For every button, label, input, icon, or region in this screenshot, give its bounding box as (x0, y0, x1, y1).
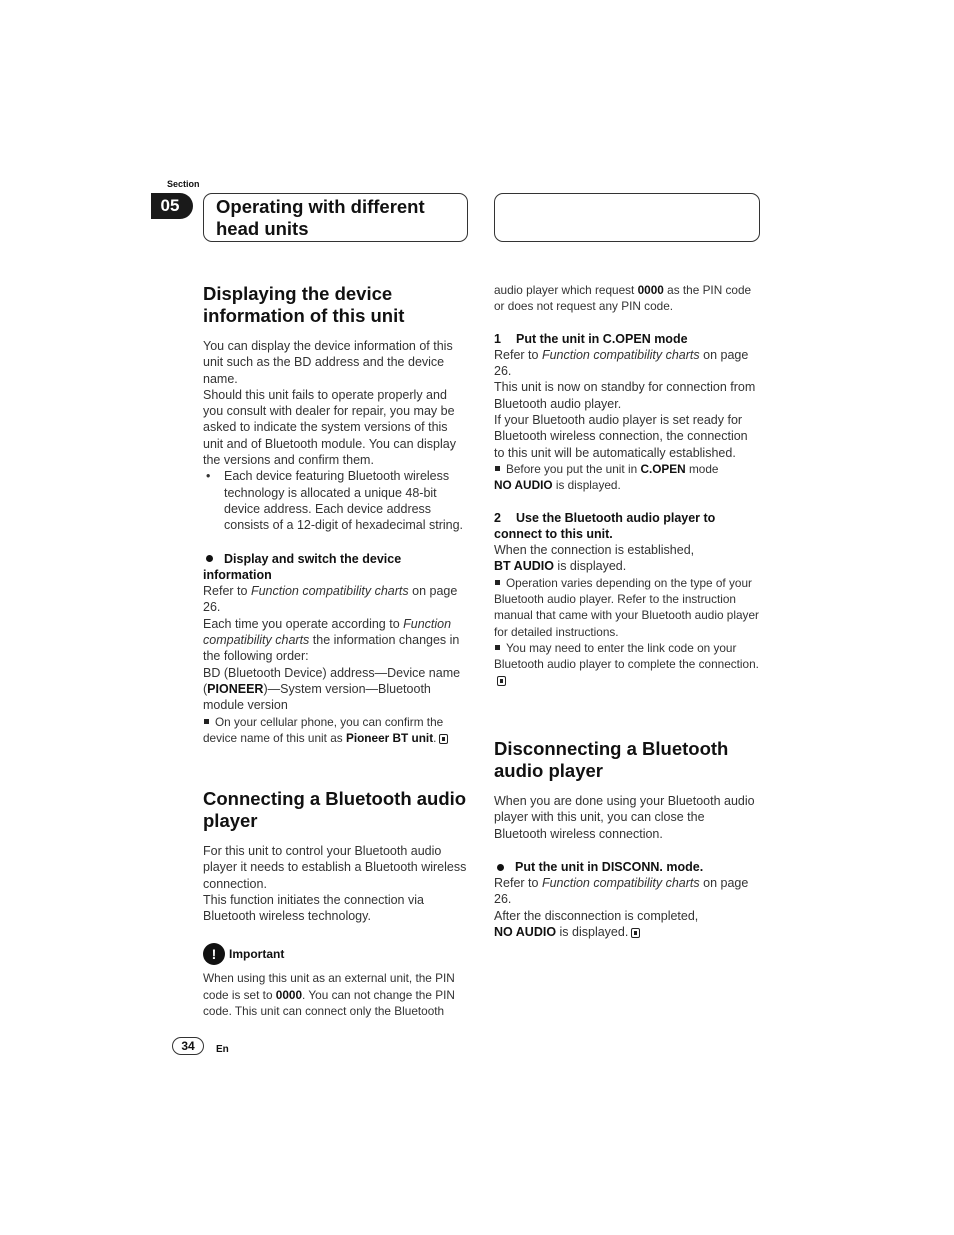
step-display-switch: Display and switch the device information (203, 551, 402, 582)
important-text: When using this unit as an external unit, the PIN code is set to 0000. You can not change the PIN code. This unit can connect only the Bluetooth (203, 971, 455, 1019)
section-number-badge: 05 (151, 193, 193, 219)
heading-displaying-device-info: Displaying the device information of this unit (203, 283, 405, 326)
step-2: 2 Use the Bluetooth audio player to connect to this unit. (494, 510, 716, 541)
heading-connecting-bluetooth: Connecting a Bluetooth audio player (203, 788, 467, 831)
order-paragraph: BD (Bluetooth Device) address—Device name (PIONEER)—System version—Bluetooth module version (203, 665, 461, 713)
note-cellular-phone: On your cellular phone, you can confirm the device name of this unit as Pioneer BT unit. (203, 714, 468, 747)
disconnect-paragraph: When you are done using your Bluetooth audio player with this unit, you can close the Bluetooth wireless connection. (494, 794, 755, 841)
end-mark-icon (439, 734, 448, 744)
note-square-icon (204, 719, 209, 724)
right-column-bottom (494, 738, 760, 940)
display-paragraph-1: You can display the device information of this unit such as the BD address and the device name. (203, 339, 453, 386)
step-dot-icon (497, 864, 504, 871)
disconn-no-audio: NO AUDIO is displayed. (494, 924, 760, 940)
end-mark-icon (631, 928, 640, 938)
step-dot-icon (206, 555, 213, 562)
important-heading (203, 943, 468, 965)
section-label: Section (167, 179, 200, 189)
step2-bt-audio: BT AUDIO is displayed. (494, 559, 627, 574)
step1-paragraph-1: This unit is now on standby for connection from Bluetooth audio player. (494, 380, 756, 411)
bullet-marker: • (206, 469, 211, 484)
important-icon: ! (203, 943, 225, 965)
connect-paragraph-1: For this unit to control your Bluetooth audio player it needs to establish a Bluetooth wireless connection. (203, 844, 467, 891)
refer-paragraph: Refer to Function compatibility charts on page 26. (203, 584, 458, 615)
note-before-copen: Before you put the unit in C.OPEN mode NO AUDIO is displayed. (494, 461, 719, 493)
connect-paragraph-2: This function initiates the connection via Bluetooth wireless technology. (203, 892, 424, 924)
step-disconn: Put the unit in DISCONN. mode. (494, 859, 760, 875)
chapter-title: Operating with different head units (216, 196, 425, 239)
left-column-bottom (203, 788, 468, 1019)
note-square-icon (495, 645, 500, 650)
step1-paragraph-2: If your Bluetooth audio player is set ready for Bluetooth wireless connection, the connection to this unit will be automatically established. (494, 413, 748, 460)
step1-refer: Refer to Function compatibility charts on page 26. (494, 347, 749, 379)
after-disconnection: After the disconnection is completed, (494, 908, 699, 923)
note-square-icon (495, 580, 500, 585)
language-label: En (216, 1044, 229, 1055)
note-link-code: You may need to enter the link code on your Bluetooth audio player to complete the connection. (494, 640, 760, 689)
page-number: 34 (172, 1037, 204, 1055)
heading-disconnecting-bluetooth: Disconnecting a Bluetooth audio player (494, 738, 729, 781)
note-square-icon (495, 466, 500, 471)
list-item (203, 468, 468, 533)
note-operation-varies: Operation varies depending on the type of your Bluetooth audio player. Refer to the instruction manual that came with your Bluetooth audio player for detailed instructions. (494, 575, 759, 639)
display-paragraph-2: Should this unit fails to operate properly and you consult with dealer for repair, you may be asked to indicate the system versions of this unit and of Bluetooth module. You can display the versions and confirm them. (203, 387, 456, 468)
right-column-top (494, 282, 760, 689)
step2-established: When the connection is established, (494, 543, 695, 558)
disconn-refer: Refer to Function compatibility charts on page 26. (494, 876, 749, 907)
important-label: Important (229, 947, 285, 962)
each-time-paragraph: Each time you operate according to Function compatibility charts the information changes in the following order: (203, 616, 460, 664)
step-1: 1 Put the unit in C.OPEN mode (494, 331, 688, 346)
pin-continuation: audio player which request 0000 as the PIN code or does not request any PIN code. (494, 283, 752, 314)
end-mark-icon (497, 676, 506, 686)
left-column-top (203, 283, 468, 746)
device-address-bullet: Each device featuring Bluetooth wireless technology is allocated a unique 48-bit device address. Each device address consists of a 12-digit of hexadecimal string. (224, 469, 464, 533)
empty-header-box (494, 193, 760, 242)
